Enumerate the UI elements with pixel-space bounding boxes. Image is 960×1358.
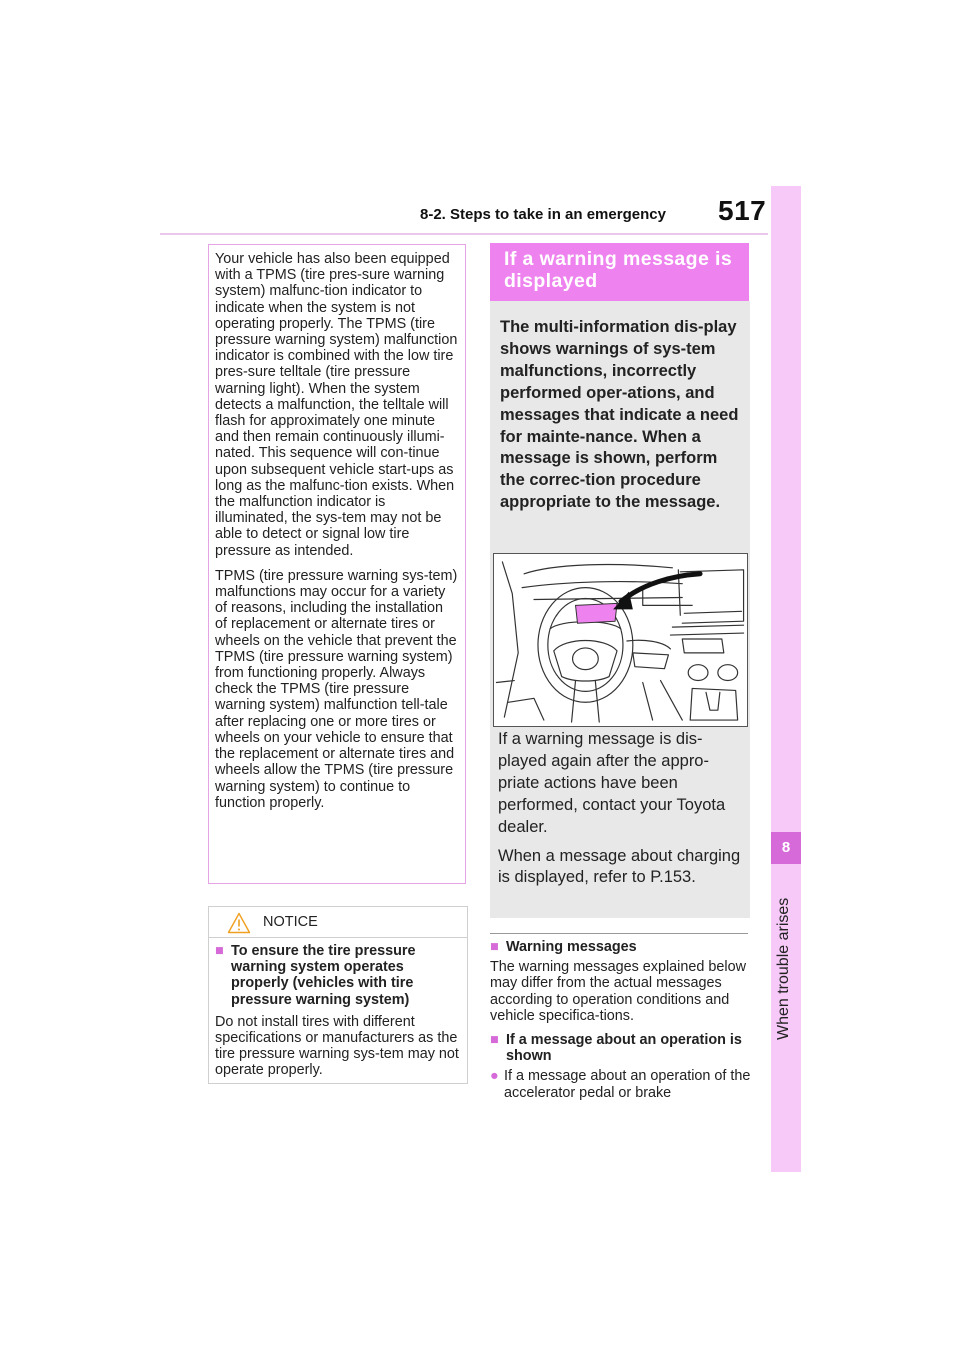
list-item-text: If a message about an operation of the accelerator pedal or brake [504, 1068, 751, 1101]
subsection-heading-text: If a message about an operation is shown [506, 1032, 742, 1065]
page-number: 517 [718, 195, 767, 226]
section-divider [490, 933, 748, 934]
notice-heading-text: To ensure the tire pressure warning system operates properly (vehicles with tire pressure warning system) [231, 943, 416, 1008]
info-paragraph: Your vehicle has also been equipped with a TPMS (tire pres-sure warning system) malfunc-tion indicator to indicate when the system is not operating properly. The TPMS (tire pressure warning system) malfunction indicator is combined with the low tire pres-sure telltale (tire pressure warning light). When the system detects a malfunction, the telltale will flash for approximately one minute and then remain continuously illumi-nated. This sequence will con-tinue upon subsequent vehicle start-ups as long as the malfunc-tion exists. When the malfunction indicator is illuminated, the sys-tem may not be able to detect or signal low tire pressure as intended. [215, 251, 458, 559]
tpms-info-box [208, 244, 466, 884]
notice-box [208, 906, 468, 1084]
dashboard-illustration [493, 553, 748, 727]
warning-messages-heading [490, 939, 752, 955]
notice-body [209, 938, 467, 1079]
square-bullet-icon: ■ [215, 943, 224, 959]
section-intro: The multi-information dis-play shows warnings of sys-tem malfunctions, incorrectly performed oper-ations, and messages that indicate a need for mainte-nance. When a message is shown, perform the correc-tion procedure appropriate to the message. [500, 318, 739, 512]
circle-bullet-icon: ● [490, 1068, 499, 1085]
operation-message-heading [490, 1032, 752, 1064]
section-paragraph: If a warning message is dis-played again after the appro-priate actions have been performed, contact your Toyota dealer. [498, 730, 726, 836]
subsection-heading-text: Warning messages [506, 939, 637, 955]
info-paragraph: TPMS (tire pressure warning sys-tem) malfunctions may occur for a variety of reasons, including the installation of replacement or alternate tires or wheels on the vehicle that prevent the TPMS (tire pressure warning system) from functioning properly. Always check the TPMS (tire pressure warning system) malfunction tell-tale after replacing one or more tires or wheels on your vehicle to ensure that the replacement or alternate tires and wheels allow the TPMS (tire pressure warning system) to continue to function properly. [215, 567, 458, 811]
notice-heading [215, 943, 461, 1008]
section-body [498, 729, 744, 896]
header-divider [160, 233, 768, 235]
square-bullet-icon: ■ [490, 939, 499, 955]
chapter-label: When trouble arises [775, 897, 792, 1040]
list-item [490, 1068, 752, 1100]
right-column-text [490, 939, 752, 1101]
notice-text: Do not install tires with different specifications or manufacturers as the tire pressure warning sys-tem may not operate properly. [215, 1013, 459, 1079]
warning-messages-text: The warning messages explained below may differ from the actual messages according to operation conditions and vehicle specifica-tions. [490, 959, 746, 1024]
section-paragraph: When a message about charging is displayed, refer to P.153. [498, 846, 741, 887]
chapter-number: 8 [771, 832, 801, 864]
section-header: 8-2. Steps to take in an emergency [420, 206, 666, 223]
notice-header [209, 907, 467, 938]
section-summary-box [490, 301, 750, 918]
notice-title: NOTICE [263, 914, 318, 930]
warning-triangle-icon [227, 912, 251, 934]
square-bullet-icon: ■ [490, 1032, 499, 1049]
section-heading: If a warning message is displayed [490, 243, 749, 301]
